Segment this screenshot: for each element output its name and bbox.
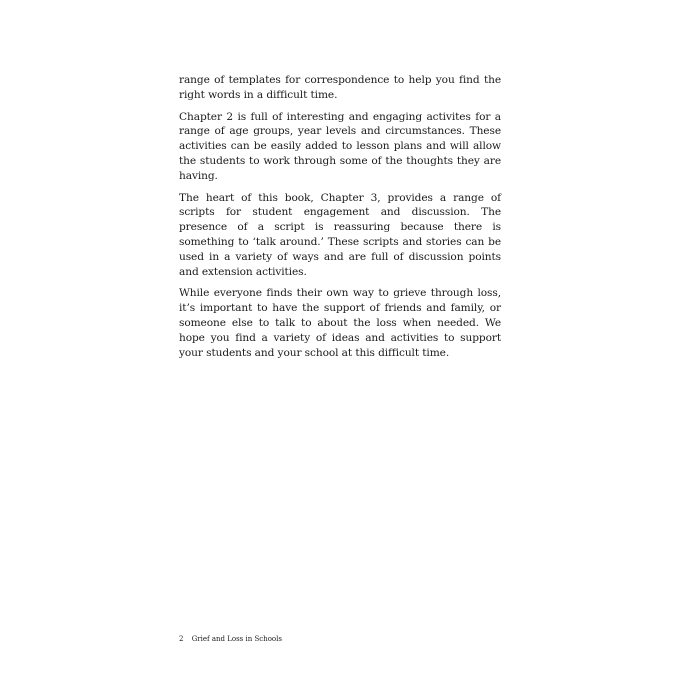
paragraph-chapter-3: The heart of this book, Chapter 3, provides a range of scripts for student engagement and discussion. The presence of a script is reassuring because there is something to ‘talk around.’ These scripts and stories can be used in a variety of ways and are full of discussion points and extension activities.: [179, 191, 501, 278]
body-text: [179, 73, 501, 367]
paragraph-continuation: range of templates for correspondence to help you find the right words in a difficult time.: [179, 74, 501, 101]
paragraph-closing: While everyone finds their own way to grieve through loss, it’s important to have the support of friends and family, or someone else to talk to about the loss when needed. We hope you find a variety of ideas and activities to support your students and your school at this difficult time.: [179, 287, 501, 359]
page-footer: [179, 634, 282, 644]
paragraph-chapter-2: Chapter 2 is full of interesting and engaging activites for a range of age groups, year levels and circumstances. These activities can be easily added to lesson plans and will allow the students to work through some of the thoughts they are having.: [179, 110, 501, 182]
running-title: Grief and Loss in Schools: [191, 635, 282, 643]
page-number: 2: [179, 635, 184, 643]
